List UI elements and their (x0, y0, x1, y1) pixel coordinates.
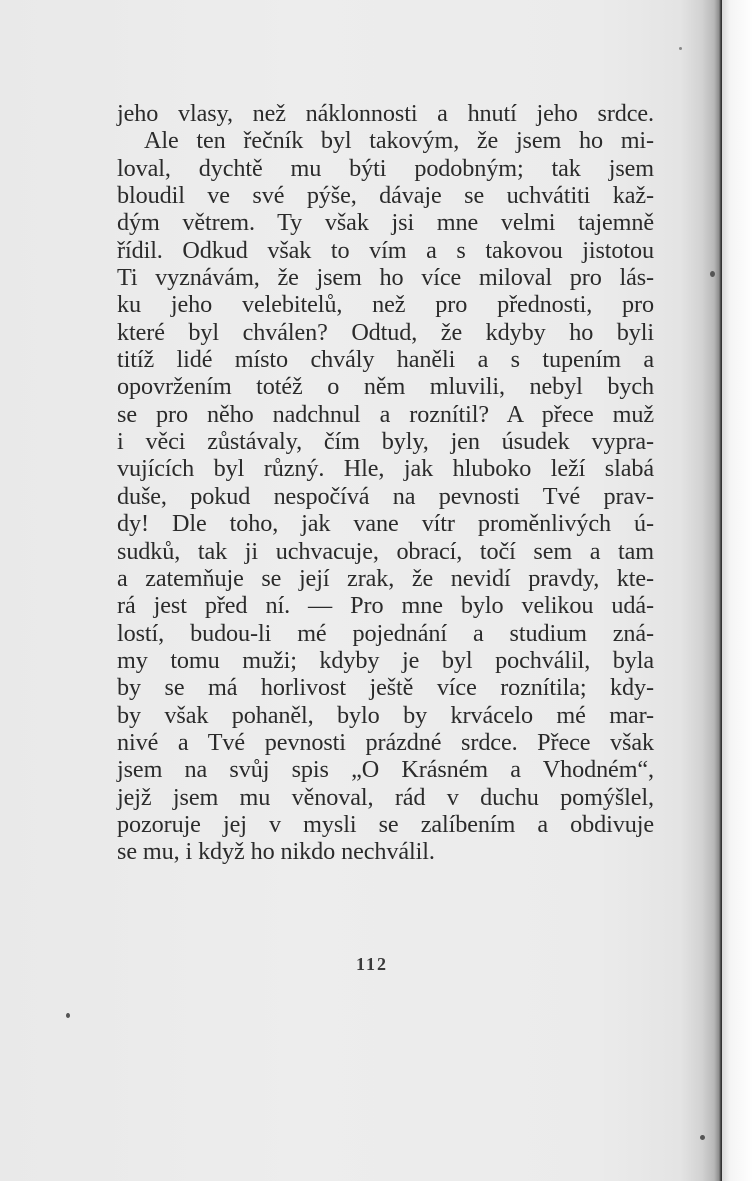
text-line: a zatemňuje se její zrak, že nevidí pravdy, kte- (117, 564, 654, 592)
text-line: rá jest před ní. — Pro mne bylo velikou udá- (117, 592, 654, 620)
book-binding-edge (722, 0, 753, 1181)
text-line: by však pohaněl, bylo by krvácelo mé mar- (117, 701, 654, 729)
text-line: my tomu muži; kdyby je byl pochválil, byla (117, 646, 654, 674)
paper-speck (710, 271, 715, 277)
text-line: lostí, budou-li mé pojednání a studium zná- (117, 619, 654, 647)
paragraph-end-line: se mu, i když ho nikdo nechválil. (117, 838, 435, 866)
text-line: duše, pokud nespočívá na pevnosti Tvé prav- (117, 482, 654, 510)
text-line: vujících byl různý. Hle, jak hluboko leží slabá (117, 455, 654, 483)
body-text (117, 100, 654, 866)
text-line: které byl chválen? Odtud, že kdyby ho byli (117, 318, 654, 346)
page-number: 112 (355, 954, 388, 974)
text-line: dy! Dle toho, jak vane vítr proměnlivých ú- (117, 510, 654, 538)
paper-speck (66, 1013, 70, 1018)
paragraph-start-line: Ale ten řečník byl takovým, že jsem ho mi- (144, 127, 654, 155)
text-line: nivé a Tvé pevnosti prázdné srdce. Přece však (117, 728, 654, 756)
text-line: jsem na svůj spis „O Krásném a Vhodném“, (117, 756, 654, 784)
text-line: loval, dychtě mu býti podobným; tak jsem (117, 154, 654, 182)
text-line: jejž jsem mu věnoval, rád v duchu pomýšlel, (117, 783, 654, 811)
paper-speck (700, 1135, 705, 1140)
text-line: bloudil ve své pýše, dávaje se uchvátiti kaž- (117, 182, 654, 210)
text-line: se pro něho nadchnul a roznítil? A přece muž (117, 400, 654, 428)
text-line: jeho vlasy, než náklonnosti a hnutí jeho srdce. (117, 100, 654, 127)
text-line: Ti vyznávám, že jsem ho více miloval pro lás- (117, 264, 654, 292)
text-line: ku jeho velebitelů, než pro přednosti, pro (117, 291, 654, 319)
text-line: řídil. Odkud však to vím a s takovou jistotou (117, 236, 654, 264)
text-line: pozoruje jej v mysli se zalíbením a obdivuje (117, 810, 654, 838)
text-line: by se má horlivost ještě více roznítila; kdy- (117, 674, 654, 702)
text-line: opovržením totéž o něm mluvili, nebyl bych (117, 373, 654, 401)
text-line: sudků, tak ji uchvacuje, obrací, točí sem a tam (117, 537, 654, 565)
paper-speck (679, 47, 682, 50)
text-line: i věci zůstávaly, čím byly, jen úsudek vypra- (117, 428, 654, 456)
text-line: titíž lidé místo chvály haněli a s tupením a (117, 346, 654, 374)
text-line: dým větrem. Ty však jsi mne velmi tajemně (117, 209, 654, 237)
